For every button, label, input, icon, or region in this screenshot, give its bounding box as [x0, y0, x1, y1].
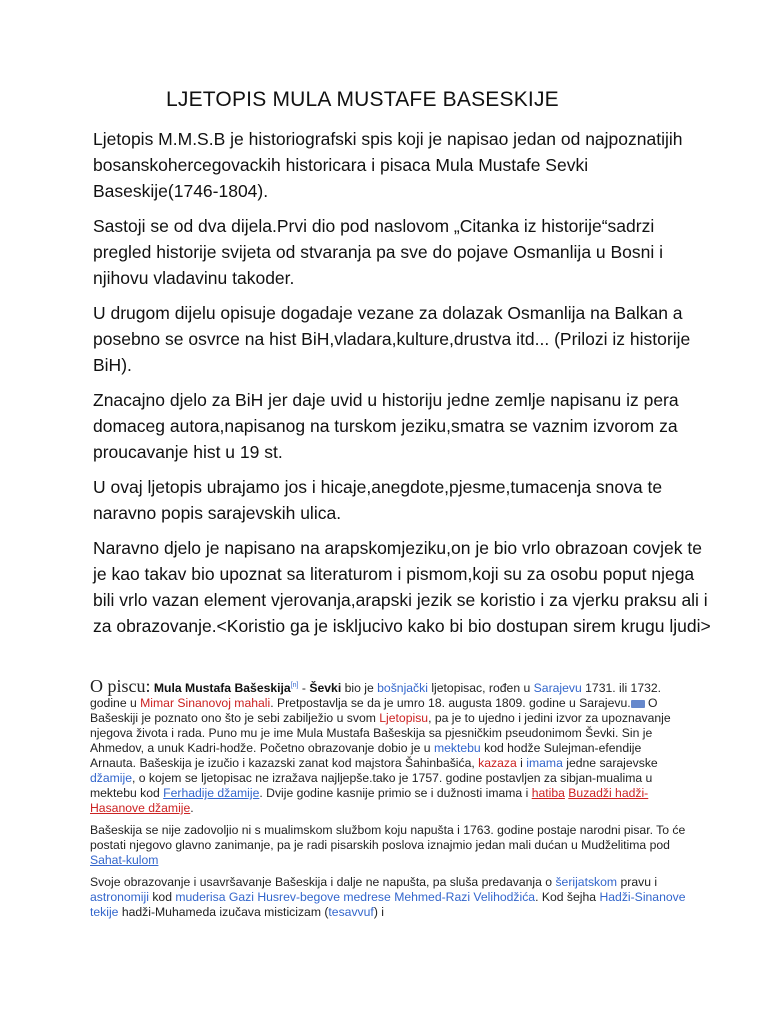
text: ) i	[373, 905, 384, 920]
link-hatiba[interactable]: hatiba	[531, 786, 565, 801]
link-mahala[interactable]: Mimar Sinanovoj mahali	[140, 696, 271, 711]
link-muderisa[interactable]: muderisa	[175, 890, 226, 905]
footnote-ref[interactable]: [n]	[290, 682, 299, 689]
paragraph: Znacajno djelo za BiH jer daje uvid u historiju jedne zemlje napisanu iz pera domaceg autora,napisanog na turskom jeziku,smatra se vaznim izvorom za proucavanje hist u 19 st.	[93, 390, 679, 462]
link-buzadzi[interactable]: Buzadži hadži-Hasanove džamije	[90, 786, 649, 816]
link-tekije[interactable]: Hadži-Sinanove tekije	[90, 890, 686, 920]
pseudonym: Ševki	[309, 681, 342, 696]
document-title: LJETOPIS MULA MUSTAFE BASESKIJE	[166, 88, 559, 111]
paragraph: Ljetopis M.M.S.B je historiografski spis koji je napisao jedan od najpoznatijih bosanskohercegovackih historicara i pisaca Mula Mustafe Sevki Baseskije(1746-1804).	[93, 129, 683, 201]
text: i	[516, 756, 527, 771]
link-dzamije[interactable]: džamije	[90, 771, 132, 786]
link-ferhadije[interactable]: Ferhadije džamije	[163, 786, 260, 801]
link-sarajevu[interactable]: Sarajevu	[533, 681, 582, 696]
text: , o kojem se ljetopisac ne izražava najljepše.tako je 1757. godine postavljen za sibjan-mualima u mektebu kod	[90, 771, 653, 801]
text: O Bašeskiji je poznato ono što je sebi zabilježio u svom	[90, 696, 658, 726]
text: pravu i	[617, 875, 658, 890]
paragraph: U ovaj ljetopis ubrajamo jos i hicaje,anegdote,pjesme,tumacenja snova te naravno popis sarajevskih ulica.	[93, 477, 663, 523]
link-mektebu[interactable]: mektebu	[433, 741, 481, 756]
link-gazi-husrev[interactable]: Gazi Husrev-begove medrese	[228, 890, 391, 905]
text: . Kod šejha	[535, 890, 600, 905]
author-name: Mula Mustafa Bašeskija	[153, 681, 291, 696]
link-ljetopisu[interactable]: Ljetopisu	[379, 711, 429, 726]
link-imama[interactable]: imama	[526, 756, 563, 771]
link-mehmed-razi[interactable]: Mehmed-Razi Velihodžića	[394, 890, 536, 905]
text: bio je	[341, 681, 378, 696]
link-kazaza[interactable]: kazaza	[478, 756, 517, 771]
text: . Dvije godine kasnije primio se i dužnosti imama i	[259, 786, 532, 801]
link-serijatskom[interactable]: šerijatskom	[555, 875, 618, 890]
document-body	[93, 126, 713, 648]
link-bosnjacki[interactable]: bošnjački	[377, 681, 428, 696]
text: . Pretpostavlja se da je umro 18. augusta 1809. godine u Sarajevu.	[270, 696, 631, 711]
pasted-wiki-excerpt	[90, 678, 690, 927]
text: Bašeskija se nije zadovoljio ni s mualimskom službom koju napušta i 1763. godine postaje narodni pisar. To će postati njegovo glavno zanimanje, pa je radi pisarskih poslova iznajmio jedan mali dućan u Mudželitima pod	[90, 823, 686, 853]
text: .	[190, 801, 194, 816]
text: , pa je to ujedno i jedini izvor za upoznavanje njegova života i rada. Puno mu je ime Mula Mustafa Bašeskija sa pjesničkim pseudonimom Ševki. Sin je Ahmedov, a unuk Kadri-hodže. Početno obrazovanje dobio je u	[90, 711, 671, 756]
reference-icon[interactable]	[631, 700, 645, 708]
wiki-paragraph	[90, 823, 690, 868]
link-tesavvuf[interactable]: tesavvuf	[328, 905, 374, 920]
text: 1731. ili 1732. godine u	[90, 681, 662, 711]
text: kod hodže Sulejman-efendije Arnauta. Bašeskija je izučio i kazazski zanat kod majstora Šahinbašića,	[90, 741, 642, 771]
paragraph: Naravno djelo je napisano na arapskomjeziku,on je bio vrlo obrazoan covjek te je kao takav bio upoznat sa literaturom i pismom,koji su za osobu poput njega bili vrlo vazan element vjerovanja,arapski jezik se koristio i za vjerku praksu ali i za obrazovanje.<Koristio ga je iskljucivo kako bi bio dostupan sirem krugu ljudi>	[93, 538, 711, 636]
section-heading: O piscu:	[90, 676, 151, 697]
link-astronomiji[interactable]: astronomiji	[90, 890, 149, 905]
paragraph: U drugom dijelu opisuje dogadaje vezane za dolazak Osmanlija na Balkan a posebno se osvrce na hist BiH,vladara,kulture,drustva itd... (Prilozi iz historije BiH).	[93, 303, 691, 375]
text: ljetopisac, rođen u	[427, 681, 534, 696]
text: hadži-Muhameda izučava misticizam (	[118, 905, 329, 920]
text: kod	[148, 890, 176, 905]
paragraph: Sastoji se od dva dijela.Prvi dio pod naslovom „Citanka iz historije“sadrzi pregled historije svijeta od stvaranja pa sve do pojave Osmanlija u Bosni i njihovu vladavinu takoder.	[93, 216, 664, 288]
text: Svoje obrazovanje i usavršavanje Bašeskija i dalje ne napušta, pa sluša predavanja o	[90, 875, 556, 890]
wiki-paragraph: O piscu: Mula Mustafa Bašeskija[n] - Ševki bio je bošnjački ljetopisac, rođen u Sarajevu 1731. ili 1732. godine u Mimar Sinanovoj mahali. Pretpostavlja se da je umro 18. augusta 1809. godine u Sarajevu. O Bašeskiji je poznato ono što je sebi zabilježio u svom Ljetopisu, pa je to ujedno i jedini izvor za upoznavanje njegova života i rada. Puno mu je ime Mula Mustafa Bašeskija sa pjesničkim pseudonimom Ševki. Sin je Ahmedov, a unuk Kadri-hodže. Početno obrazovanje dobio je u mektebu kod hodže Sulejman-efendije Arnauta. Bašeskija je izučio i kazazski zanat kod majstora Šahinbašića, kazaza i imama jedne sarajevske džamije, o kojem se ljetopisac ne izražava najljepše.tako je 1757. godine postavljen za sibjan-mualima u mektebu kod Ferhadije džamije. Dvije godine kasnije primio se i dužnosti imama i hatiba Buzadži hadži-Hasanove džamije.	[90, 676, 671, 816]
wiki-paragraph	[90, 875, 690, 920]
text: jedne sarajevske	[562, 756, 658, 771]
link-sahat-kula[interactable]: Sahat-kulom	[90, 853, 159, 868]
